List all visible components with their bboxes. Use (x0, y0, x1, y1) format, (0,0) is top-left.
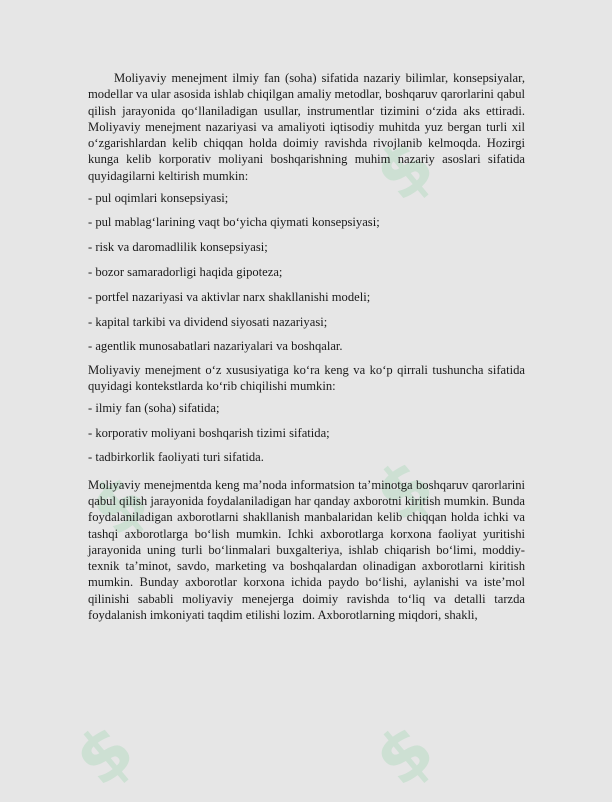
watermark-logo: $ (359, 442, 450, 538)
page-body (88, 70, 525, 623)
list-item: - tadbirkorlik faoliyati turi sifatida. (88, 450, 264, 465)
theory-list (88, 184, 525, 358)
list-item: - pul mablag‘larining vaqt bo‘yicha qiymati konsepsiyasi; (88, 215, 380, 230)
context-list (88, 394, 525, 468)
watermark-logo: $ (59, 707, 150, 802)
list-item: - bozor samaradorligi haqida gipoteza; (88, 264, 283, 279)
list-item: - pul oqimlari konsepsiyasi; (88, 190, 229, 205)
list-item: - portfel nazariyasi va aktivlar narx shakllanishi modeli; (88, 289, 371, 304)
watermark-logo: $ (359, 122, 450, 218)
list-item: - korporativ moliyani boshqarish tizimi sifatida; (88, 425, 330, 440)
list-item: - ilmiy fan (soha) sifatida; (88, 400, 220, 415)
paragraph-context: Moliyaviy menejment o‘z xususiyatiga ko‘ra keng va ko‘p qirrali tushuncha sifatida quyidagi kontekstlarda ko‘rib chiqilishi mumkin: (88, 362, 525, 393)
list-item: - agentlik munosabatlari nazariyalari va boshqalar. (88, 339, 343, 354)
paragraph-information: Moliyaviy menejmentda keng ma’noda informatsion ta’minotga boshqaruv qarorlarini qabul qilish jarayonida foydalaniladigan har qanday axborotni kiritish mumkin. Bunda foydalaniladigan axborotlarni shakllanish manbalaridan kelib chiqqan holda ichki va tashqi axborotlarga bo‘lish mumkin. Ichki axborotlarga korxona faoliyat yuritishi jarayonida uning turli bo‘linmalari buxgalteriya, ishlab chiqarish bo‘limi, moddiy-texnik ta’minot, savdo, marketing va boshqalardan olinadigan axborotlarni kiritish mumkin. Bunday axborotlar korxona ichida paydo bo‘lishi, aylanishi va iste’mol qilinishi sababli moliyaviy menejerga doimiy ravishda to‘liq va detalli tarzda foydalanish imkoniyati taqdim etilishi lozim. Axborotlarning miqdori, shakli, (88, 477, 525, 623)
list-item: - risk va daromadlilik konsepsiyasi; (88, 240, 268, 255)
paragraph-intro: Moliyaviy menejment ilmiy fan (soha) sifatida nazariy bilimlar, konsepsiyalar, modellar va ular asosida ishlab chiqilgan amaliy metodlar, boshqaruv qarorlarini qabul qilish jarayonida qo‘llaniladigan usullar, instrumentlar tizimini o‘zida aks ettiradi. Moliyaviy menejment nazariyasi va amaliyoti iqtisodiy muhitda yuz bergan turli xil o‘zgarishlardan kelib chiqqan holda doimiy ravishda rivojlanib kelmoqda. Hozirgi kunga kelib korporativ moliyani boshqarishning muhim nazariy asoslari sifatida quyidagilarni keltirish mumkin: (88, 71, 525, 183)
watermark-logo: $ (359, 707, 450, 802)
list-item: - kapital tarkibi va dividend siyosati nazariyasi; (88, 314, 328, 329)
watermark-logo: $ (74, 457, 165, 553)
